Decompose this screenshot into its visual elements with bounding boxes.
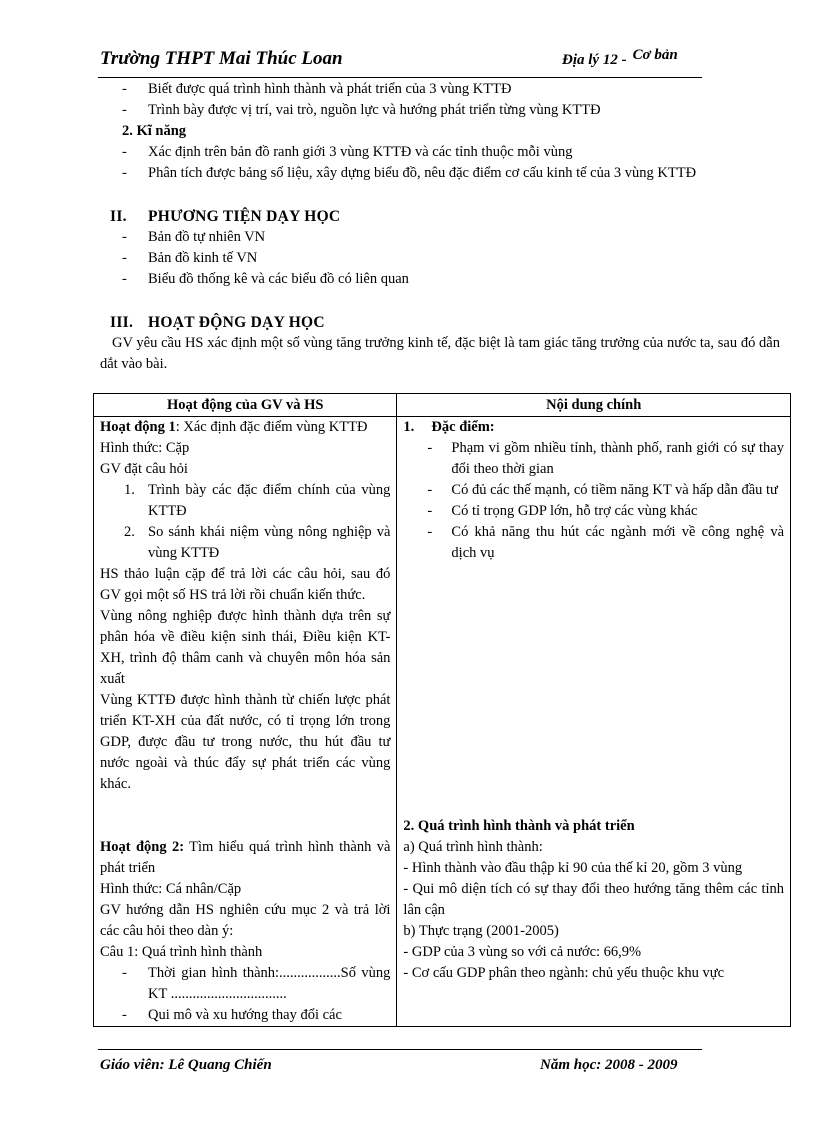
- list-item: - Có đủ các thế mạnh, có tiềm năng KT và hấp dẫn đầu tư: [427, 482, 778, 498]
- skills-heading: 2. Kĩ năng: [122, 123, 187, 139]
- table-header-row: [94, 394, 791, 417]
- question-item: 1. Trình bày các đặc điểm chính của vùng KTTĐ: [124, 482, 391, 519]
- content-line: - Cơ cấu GDP phân theo ngành: chủ yếu thuộc khu vực: [403, 965, 725, 981]
- list-item: - Qui mô và xu hướng thay đổi các: [122, 1007, 342, 1023]
- column-header-content: Nội dung chính: [397, 394, 791, 417]
- content-heading-1: 1. Đặc điểm:: [403, 419, 495, 435]
- content-line: - Qui mô diện tích có sự thay đổi theo hướng tăng thêm các tỉnh lân cận: [403, 881, 784, 918]
- activity-1-title: : Xác định đặc điểm vùng KTTĐ: [175, 419, 368, 435]
- activity-2-label: Hoạt động 2:: [100, 839, 185, 855]
- activity-1-paragraph: HS thảo luận cặp để trả lời các câu hỏi, sau đó GV gọi một số HS trả lời rồi chuẩn kiến thức.: [100, 566, 391, 603]
- content-line: b) Thực trạng (2001-2005): [403, 923, 559, 939]
- column-header-activities: Hoạt động của GV và HS: [94, 394, 397, 417]
- activity-1-paragraph: Vùng KTTĐ được hình thành từ chiến lược phát triển KT-XH của đất nước, có tỉ trọng lớn trong GDP, được đầu tư trong nước, thu hút đầu tư nước ngoài và thúc đẩy sự phát triển các vùng khác.: [100, 692, 391, 792]
- footer-teacher: Giáo viên: Lê Quang Chiến: [100, 1057, 272, 1073]
- content-heading-2: 2. Quá trình hình thành và phát triển: [403, 818, 635, 834]
- activity-2-question: Câu 1: Quá trình hình thành: [100, 944, 263, 960]
- list-item: - Xác định trên bản đồ ranh giới 3 vùng KTTĐ và các tỉnh thuộc mỗi vùng: [122, 144, 573, 160]
- list-item: - Bản đồ kinh tế VN: [122, 250, 258, 266]
- activity-1-paragraph: Vùng nông nghiệp được hình thành dựa trên sự phân hóa về điều kiện sinh thái, Điều kiện KT-XH, trình độ thâm canh và chuyên môn hóa sản xuất: [100, 608, 391, 687]
- content-line: - GDP của 3 vùng so với cả nước: 66,9%: [403, 944, 642, 960]
- question-item: 2. So sánh khái niệm vùng nông nghiệp và vùng KTTĐ: [124, 524, 391, 561]
- intro-section: [100, 79, 780, 375]
- content-cell: [397, 417, 791, 1027]
- list-item: - Bản đồ tự nhiên VN: [122, 229, 266, 245]
- content-line: a) Quá trình hình thành:: [403, 839, 543, 855]
- list-item: - Phân tích được bảng số liệu, xây dựng biểu đồ, nêu đặc điểm cơ cấu kinh tế của 3 vùng KTTĐ: [122, 165, 697, 181]
- footer-school-year: Năm học: 2008 - 2009: [540, 1057, 678, 1073]
- header-school: Trường THPT Mai Thúc Loan: [100, 48, 343, 69]
- content-line: - Hình thành vào đầu thập kỉ 90 của thế kỉ 20, gồm 3 vùng: [403, 860, 743, 876]
- list-item: - Có khả năng thu hút các ngành mới về công nghệ và dịch vụ: [427, 524, 784, 561]
- activity-2-title: Tìm hiểu quá trình hình thành và phát triển: [100, 839, 391, 876]
- list-item: - Phạm vi gồm nhiều tỉnh, thành phố, ranh giới có sự thay đổi theo thời gian: [427, 440, 784, 477]
- footer-rule: [98, 1049, 702, 1050]
- section-heading-iii: III. HOẠT ĐỘNG DẠY HỌC: [110, 314, 325, 331]
- activity-2-form: Hình thức: Cá nhân/Cặp: [100, 881, 242, 897]
- activities-cell: [94, 417, 397, 1027]
- list-item: - Thời gian hình thành:.................Số vùng KT ................................: [122, 965, 391, 1002]
- activity-1-ask: GV đặt câu hỏi: [100, 461, 188, 477]
- lesson-intro-paragraph: GV yêu cầu HS xác định một số vùng tăng trưởng kinh tế, đặc biệt là tam giác tăng trưởng của nước ta, sau đó dẫn dắt vào bài.: [100, 335, 780, 372]
- section-heading-ii: II. PHƯƠNG TIỆN DẠY HỌC: [110, 208, 341, 225]
- list-item: - Trình bày được vị trí, vai trò, nguồn lực và hướng phát triển từng vùng KTTĐ: [122, 102, 601, 118]
- activity-1-label: Hoạt động 1: [100, 419, 176, 435]
- lesson-table: [93, 393, 791, 1027]
- list-item: - Có tỉ trọng GDP lớn, hỗ trợ các vùng khác: [427, 503, 698, 519]
- list-item: - Biểu đồ thống kê và các biểu đồ có liên quan: [122, 271, 409, 287]
- list-item: - Biết được quá trình hình thành và phát triển của 3 vùng KTTĐ: [122, 81, 512, 97]
- header-subject-name: Địa lý 12 -: [562, 52, 627, 68]
- activity-1-form: Hình thức: Cặp: [100, 440, 190, 456]
- activity-2-guide: GV hướng dẫn HS nghiên cứu mục 2 và trả lời các câu hỏi theo dàn ý:: [100, 902, 391, 939]
- table-row: [94, 417, 791, 1027]
- header-subject: [562, 47, 678, 69]
- header-level: Cơ bản: [632, 47, 678, 63]
- header-rule: [98, 77, 702, 78]
